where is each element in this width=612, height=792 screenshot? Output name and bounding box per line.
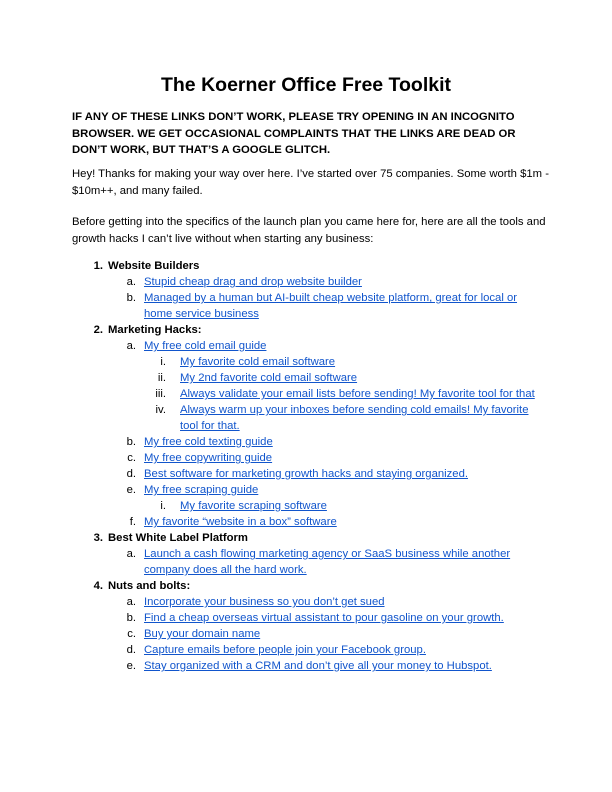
list-marker: b. <box>126 612 136 624</box>
list-marker: a. <box>126 276 136 288</box>
toolkit-link[interactable]: Managed by a human but AI-built cheap website platform, great for local or home service business <box>144 292 518 320</box>
document-title: The Koerner Office Free Toolkit <box>160 74 452 96</box>
list-marker: e. <box>126 484 136 496</box>
list-marker: b. <box>126 292 136 304</box>
list-marker: a. <box>126 548 136 560</box>
toolkit-link[interactable]: My free copywriting guide <box>144 452 273 464</box>
section-heading: Best White Label Platform <box>108 532 248 544</box>
toolkit-link[interactable]: My free cold texting guide <box>144 436 273 448</box>
list-marker: 3. <box>93 532 103 544</box>
list-marker: iv. <box>155 404 166 416</box>
section-heading: Nuts and bolts: <box>108 580 191 592</box>
list-marker: d. <box>126 468 136 480</box>
toolkit-link[interactable]: Incorporate your business so you don’t get sued <box>144 596 385 608</box>
toolkit-link[interactable]: My free cold email guide <box>144 340 267 352</box>
list-marker: b. <box>126 436 136 448</box>
list-marker: c. <box>127 452 136 464</box>
toolkit-link[interactable]: My favorite cold email software <box>180 356 336 368</box>
list-marker: 4. <box>93 580 103 592</box>
toolkit-link[interactable]: Always warm up your inboxes before sending cold emails! My favorite tool for that. <box>180 404 529 432</box>
toolkit-link[interactable]: Always validate your email lists before sending! My favorite tool for that <box>180 388 535 400</box>
toolkit-link[interactable]: Find a cheap overseas virtual assistant to pour gasoline on your growth. <box>144 612 504 624</box>
section-heading: Website Builders <box>108 260 200 272</box>
toolkit-link[interactable]: Stupid cheap drag and drop website builder <box>144 276 362 288</box>
toolkit-link[interactable]: Capture emails before people join your Facebook group. <box>144 644 426 656</box>
list-marker: e. <box>126 660 136 672</box>
list-marker: a. <box>126 596 136 608</box>
toolkit-link[interactable]: My favorite scraping software <box>180 500 327 512</box>
toolkit-link[interactable]: Launch a cash flowing marketing agency or SaaS business while another company does all the hard work. <box>144 548 511 576</box>
toolkit-link[interactable]: Best software for marketing growth hacks and staying organized. <box>144 468 469 480</box>
list-marker: i. <box>160 500 166 512</box>
intro-paragraph-2: Before getting into the specifics of the launch plan you came here for, here are all the tools and growth hacks I can’t live without when starting any business: <box>72 216 546 245</box>
list-marker: f. <box>129 516 136 528</box>
section-heading: Marketing Hacks: <box>108 324 202 336</box>
list-marker: d. <box>126 644 136 656</box>
list-marker: iii. <box>155 388 166 400</box>
toolkit-link[interactable]: Stay organized with a CRM and don’t give all your money to Hubspot. <box>144 660 492 672</box>
toolkit-link[interactable]: My favorite “website in a box” software <box>144 516 337 528</box>
toolkit-link[interactable]: Buy your domain name <box>144 628 261 640</box>
list-marker: 2. <box>93 324 103 336</box>
list-marker: ii. <box>157 372 166 384</box>
intro-paragraph: Hey! Thanks for making your way over here. I’ve started over 75 companies. Some worth $1m - $10m++, and many failed. <box>72 168 549 197</box>
list-marker: i. <box>160 356 166 368</box>
list-marker: a. <box>126 340 136 352</box>
link-warning: IF ANY OF THESE LINKS DON’T WORK, PLEASE TRY OPENING IN AN INCOGNITO BROWSER. WE GET OCCASIONAL COMPLAINTS THAT THE LINKS ARE DEAD OR DON’T WORK, BUT THAT’S A GOOGLE GLITCH. <box>72 111 516 156</box>
toolkit-link[interactable]: My 2nd favorite cold email software <box>180 372 358 384</box>
toolkit-link[interactable]: My free scraping guide <box>144 484 259 496</box>
list-marker: c. <box>127 628 136 640</box>
list-marker: 1. <box>93 260 103 272</box>
